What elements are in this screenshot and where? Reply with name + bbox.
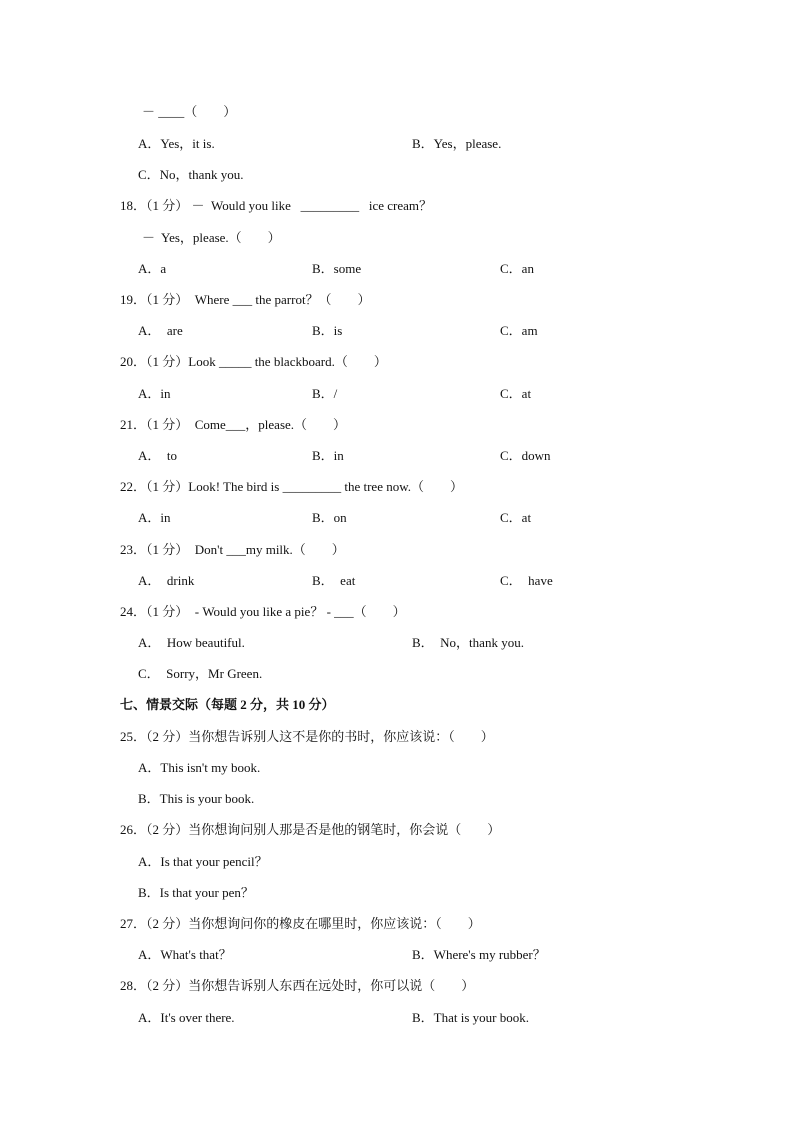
q28-option-b[interactable]: B．That is your book.: [412, 1010, 529, 1025]
q18-option-b[interactable]: B．some: [312, 261, 362, 276]
q20-option-c[interactable]: C．at: [500, 386, 532, 401]
q20-option-b[interactable]: B．/: [312, 386, 338, 401]
section-heading: 七、情景交际（每题 2 分，共 10 分）: [120, 697, 335, 712]
q18-stem: 18．（1 分） － Would you like _________ ice cream？: [120, 198, 432, 213]
q20-option-a[interactable]: A．in: [138, 386, 171, 401]
q21-option-a[interactable]: A． to: [138, 448, 178, 463]
q28-option-a[interactable]: A．It's over there.: [138, 1010, 235, 1025]
q19-option-c[interactable]: C．am: [500, 323, 538, 338]
q24-option-a[interactable]: A． How beautiful.: [138, 635, 245, 650]
q26-option-a[interactable]: A．Is that your pencil？: [138, 854, 268, 869]
q27-stem: 27．（2 分）当你想询问你的橡皮在哪里时，你应该说：（ ）: [120, 916, 481, 931]
q23-option-a[interactable]: A． drink: [138, 573, 195, 588]
q27-option-a[interactable]: A．What's that？: [138, 947, 232, 962]
q22-option-c[interactable]: C．at: [500, 510, 532, 525]
q17-option-c[interactable]: C．No，thank you.: [138, 167, 244, 182]
q25-stem: 25．（2 分）当你想告诉别人这不是你的书时，你应该说：（ ）: [120, 729, 494, 744]
q20-stem: 20．（1 分）Look _____ the blackboard.（ ）: [120, 354, 387, 369]
q24-option-b[interactable]: B． No，thank you.: [412, 635, 524, 650]
q22-option-b[interactable]: B．on: [312, 510, 347, 525]
q22-option-a[interactable]: A．in: [138, 510, 171, 525]
q17-option-a[interactable]: A．Yes，it is.: [138, 136, 215, 151]
q24-stem: 24．（1 分） - Would you like a pie？ - ___（ ）: [120, 604, 406, 619]
q17-option-b[interactable]: B．Yes，please.: [412, 136, 502, 151]
q24-option-c[interactable]: C． Sorry，Mr Green.: [138, 666, 263, 681]
q21-option-c[interactable]: C．down: [500, 448, 551, 463]
q18-option-c[interactable]: C．an: [500, 261, 534, 276]
q23-option-b[interactable]: B． eat: [312, 573, 356, 588]
q19-stem: 19．（1 分） Where ___ the parrot？（ ）: [120, 292, 371, 307]
q18-option-a[interactable]: A．a: [138, 261, 167, 276]
q19-option-b[interactable]: B．is: [312, 323, 343, 338]
q21-option-b[interactable]: B．in: [312, 448, 344, 463]
q22-stem: 22．（1 分）Look! The bird is _________ the tree now.（ ）: [120, 479, 464, 494]
q23-option-c[interactable]: C． have: [500, 573, 553, 588]
q25-option-b[interactable]: B．This is your book.: [138, 791, 255, 806]
q26-stem: 26．（2 分）当你想询问别人那是否是他的钢笔时，你会说（ ）: [120, 822, 501, 837]
q25-option-a[interactable]: A．This isn't my book.: [138, 760, 261, 775]
q23-stem: 23．（1 分） Don't ___my milk.（ ）: [120, 542, 345, 557]
q26-option-b[interactable]: B．Is that your pen？: [138, 885, 254, 900]
q27-option-b[interactable]: B．Where's my rubber？: [412, 947, 546, 962]
q21-stem: 21．（1 分） Come___，please.（ ）: [120, 417, 347, 432]
q18-stem-reply: － Yes，please.（ ）: [142, 230, 281, 245]
q28-stem: 28．（2 分）当你想告诉别人东西在远处时，你可以说（ ）: [120, 978, 475, 993]
q17-tail-stem: － ____（ ）: [142, 104, 237, 119]
q19-option-a[interactable]: A． are: [138, 323, 183, 338]
